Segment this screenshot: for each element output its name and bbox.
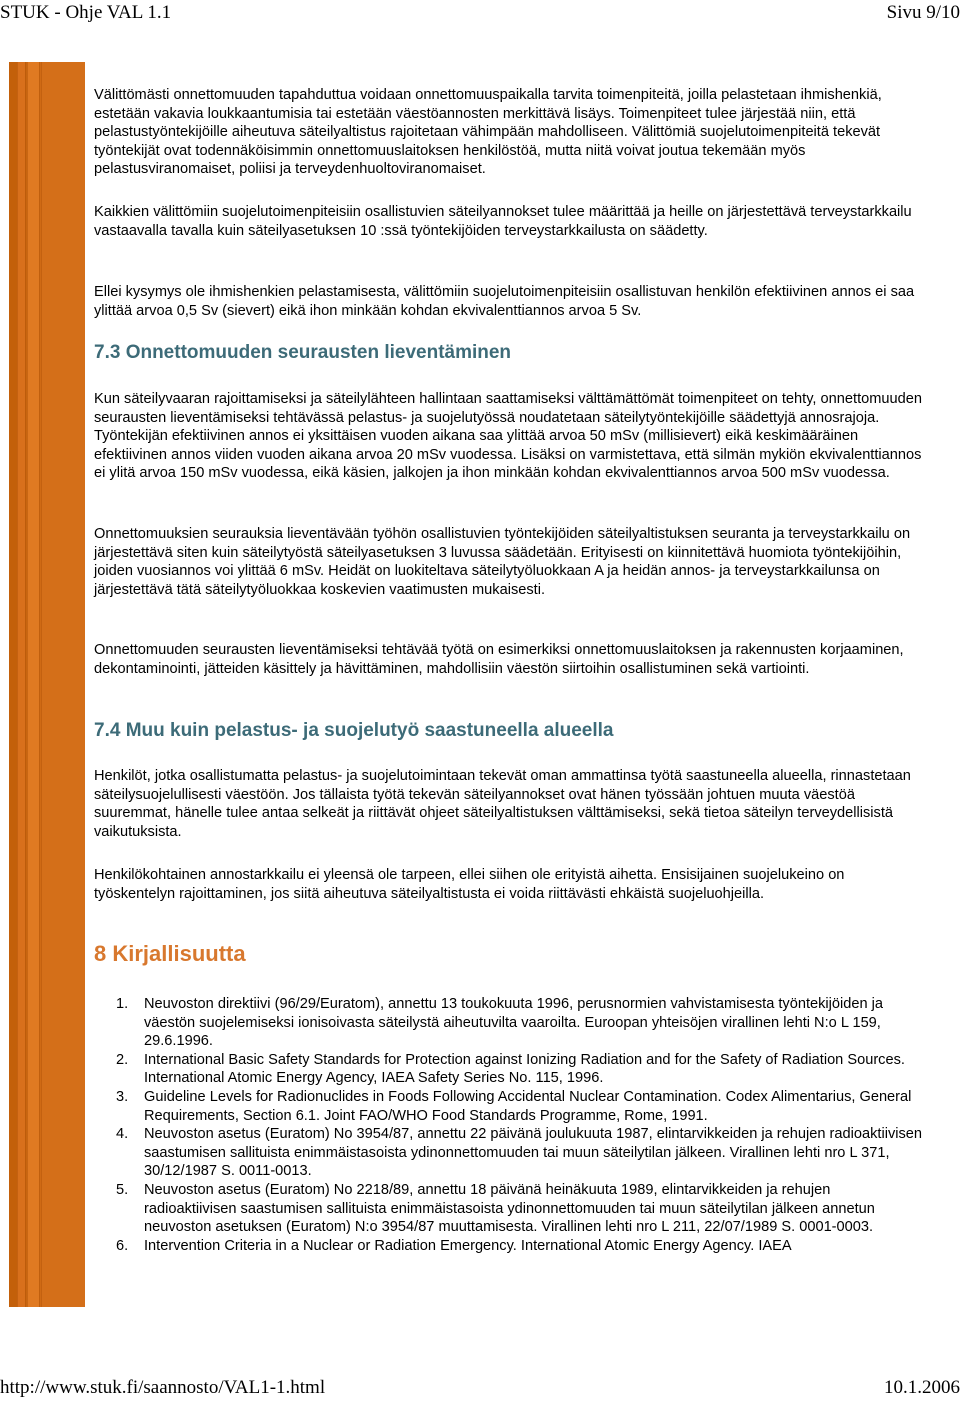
paragraph: Kaikkien välittömiin suojelutoimenpiteisiin osallistuvien säteilyannokset tulee määrittää ja heille on järjestettävä terveystarkkailu vastaavalla tavalla kuin säteilyasetuksen 10 :ssä työntekijöiden terveystarkkailusta on säädetty. — [94, 204, 912, 239]
paragraph: Henkilökohtainen annostarkkailu ei yleensä ole tarpeen, ellei siihen ole erityistä aihetta. Ensisijainen suojelukeino on työskentelyn rajoittaminen, jos siitä aiheutuva säteilyaltistusta ei voida riittävästi ehkäistä suojeluohjeilla. — [94, 867, 845, 902]
reference-list — [94, 995, 922, 1255]
paragraph: Onnettomuuden seurausten lieventämiseksi tehtävää työtä on esimerkiksi onnettomuuslaitoksen ja rakennusten korjaaminen, dekontaminointi, jätteiden käsittely ja hävittäminen, mahdollisiin väestön siirtoihin osallistuminen sekä vartiointi. — [94, 642, 904, 677]
decorative-sidebar — [9, 62, 85, 1307]
list-item: 6. Intervention Criteria in a Nuclear or Radiation Emergency. International Atomic Energy Agency. IAEA — [116, 1237, 792, 1254]
section-heading-8: 8 Kirjallisuutta — [94, 941, 246, 966]
list-item: 3. Guideline Levels for Radionuclides in Foods Following Accidental Nuclear Contamination. Codex Alimentarius, General Requirements, Section 6.1. Joint FAO/WHO Food Standards Programme, Rome, 1991. — [116, 1088, 912, 1124]
paragraph: Välittömästi onnettomuuden tapahduttua voidaan onnettomuuspaikalla tarvita toimenpiteitä, joilla pelastetaan ihmishenkiä, estetään vakavia loukkaantumisia tai estetään väestöannosten merkittävä lisäys. Toimenpiteet tulee järjestää niin, että pelastustyöntekijöille aiheutuva säteilyaltistus rajoitetaan vähimpään mahdolliseen. Välittömiä suojelutoimenpiteitä tekevät työntekijät ovat todennäköisimmin onnettomuuslaitoksen henkilöstöä, mutta niitä voivat joutua tekemään myös pelastusviranomaiset, poliisi ja terveydenhuoltoviranomaiset. — [94, 87, 882, 178]
page-header — [0, 0, 960, 26]
section-heading-7-3: 7.3 Onnettomuuden seurausten lieventäminen — [94, 342, 512, 363]
page-number: Sivu 9/10 — [886, 2, 960, 23]
paragraph: Ellei kysymys ole ihmishenkien pelastamisesta, välittömiin suojelutoimenpiteisiin osallistuvan henkilön efektiivinen annos ei saa ylittää arvoa 0,5 Sv (sievert) eikä ihon minkään kohdan ekvivalenttiannos arvoa 5 Sv. — [94, 284, 915, 319]
page-url[interactable]: http://www.stuk.fi/saannosto/VAL1-1.html — [0, 1377, 326, 1398]
list-item: 5. Neuvoston asetus (Euratom) No 2218/89, annettu 18 päivänä heinäkuuta 1989, elintarvikkeiden ja rehujen radioaktiivisen saastumisen sallituista enimmäistasoista ydinonnettomuuden tai muun säteilytilan jälkeen annetun neuvoston asetuksen (Euratom) N:o 3954/87 muuttamisesta. Virallinen lehti nro L 211, 22/07/1989 S. 0001-0003. — [116, 1181, 875, 1236]
list-item: 4. Neuvoston asetus (Euratom) No 3954/87, annettu 22 päivänä joulukuuta 1987, elintarvikkeiden ja rehujen radioaktiivisen saastumisen sallituista enimmäistasoista ydinonnettomuuden tai muun säteilytilan jälkeen. Virallinen lehti nro L 371, 30/12/1987 S. 0011-0013. — [116, 1126, 923, 1180]
list-item: 1. Neuvoston direktiivi (96/29/Euratom), annettu 13 toukokuuta 1996, perusnormien vahvistamisesta työntekijöiden ja väestön suojelemiseksi ionisoivasta säteilystä aiheutuvilta vaaroilta. Euroopan yhteisöjen virallinen lehti N:o L 159, 29.6.1996. — [116, 996, 884, 1050]
paragraph: Kun säteilyvaaran rajoittamiseksi ja säteilylähteen hallintaan saattamiseksi välttämättömät toimenpiteet on tehty, onnettomuuden seurausten lieventämiseksi tehtävässä pelastus- ja suojelutyössä noudatetaan säteilytyöntekijöille säädettyjä annosrajoja. Työntekijän efektiivinen annos ei yksittäisen vuoden aikana saa ylittää arvoa 50 mSv (millisievert) eikä keskimääräinen efektiivinen annos viiden vuoden aikana arvoa 20 mSv vuodessa. Lisäksi on varmistettava, että silmän mykiön ekvivalenttiannos ei ylitä arvoa 150 mSv vuodessa, eikä käsien, jalkojen ja ihon minkään kohdan ekvivalenttiannos arvoa 500 mSv vuodessa. — [94, 391, 922, 482]
page-footer — [0, 1375, 960, 1401]
paragraph: Onnettomuuksien seurauksia lieventävään työhön osallistuvien työntekijöiden säteilyaltistuksen seuranta ja terveystarkkailu on järjestettävä siten kuin säteilytyöstä säteilyasetuksen 3 luvussa säädetään. Erityisesti on kiinnitettävä huomiota työntekijöihin, joiden vuosiannos voi ylittää 6 mSv. Heidät on luokiteltava säteilytyöluokkaan A ja heidän annos- ja terveystarkkailunsa on järjestettävä tätä säteilytyöluokkaa koskevien vaatimusten mukaisesti. — [94, 526, 911, 598]
paragraph: Henkilöt, jotka osallistumatta pelastus- ja suojelutoimintaan tekevät oman ammattinsa työtä saastuneella alueella, rinnastetaan säteilysuojelullisesti väestöön. Jos tällaista työtä tekevän säteilyannokset ovat hänen työssään johtuen muuta väestöä suuremmat, hänelle tulee antaa selkeät ja riittävät ohjeet säteilyaltistuksen välttämiseksi, sekä tietoa säteilyn terveydellisistä vaikutuksista. — [94, 768, 911, 840]
document-title: STUK - Ohje VAL 1.1 — [0, 2, 172, 23]
list-item: 2. International Basic Safety Standards for Protection against Ionizing Radiation and for the Safety of Radiation Sources. International Atomic Energy Agency, IAEA Safety Series No. 115, 1996. — [116, 1051, 905, 1087]
print-date: 10.1.2006 — [884, 1377, 960, 1398]
section-heading-7-4: 7.4 Muu kuin pelastus- ja suojelutyö saastuneella alueella — [94, 720, 614, 741]
